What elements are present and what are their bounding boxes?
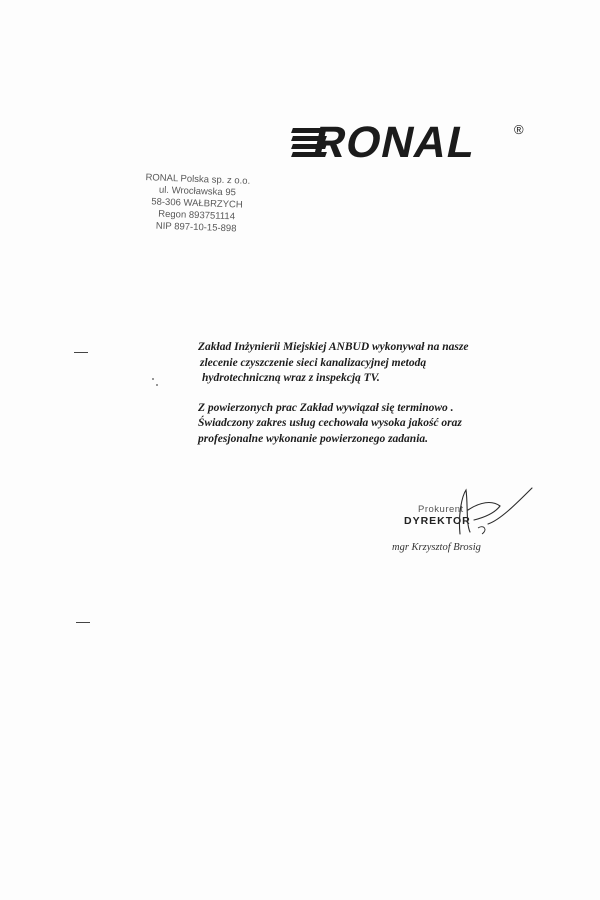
body-line: Z powierzonych prac Zakład wywiązał się terminowo .: [198, 401, 454, 414]
margin-mark: [76, 622, 90, 623]
stamp-line: ul. Wrocławska 95: [158, 184, 237, 199]
margin-mark: [74, 352, 88, 353]
signatory-name: mgr Krzysztof Brosig: [392, 542, 481, 553]
scan-speck: [152, 378, 154, 380]
paragraph-2: [198, 401, 518, 448]
body-line: profesjonalne wykonanie powierzonego zadania.: [198, 432, 429, 445]
body-line: Zakład Inżynierii Miejskiej ANBUD wykonywał na nasze: [198, 341, 469, 353]
scan-speck: [156, 384, 158, 386]
stamp-line: 58-306 WAŁBRZYCH: [151, 196, 243, 211]
letter-body: [198, 340, 518, 461]
role-title: DYREKTOR: [404, 515, 471, 527]
company-stamp: [111, 171, 283, 237]
stamp-line: Regon 893751114: [158, 208, 236, 223]
handwritten-signature-icon: [430, 484, 550, 544]
signature-block: [390, 498, 540, 568]
registered-mark: ®: [514, 122, 524, 137]
body-line: hydrotechniczną wraz z inspekcją TV.: [202, 372, 380, 384]
logo-wordmark: RONAL: [308, 118, 481, 167]
stamp-line: NIP 897-10-15-898: [155, 220, 237, 235]
company-logo: [292, 118, 542, 168]
role-small: Prokurent: [418, 504, 464, 515]
body-line: Świadczony zakres usług cechowała wysoka jakość oraz: [198, 417, 462, 429]
stamp-line: RONAL Polska sp. z o.o.: [145, 172, 251, 187]
paragraph-1: [198, 340, 518, 387]
body-line: zlecenie czyszczenie sieci kanalizacyjnej metodą: [200, 356, 427, 369]
